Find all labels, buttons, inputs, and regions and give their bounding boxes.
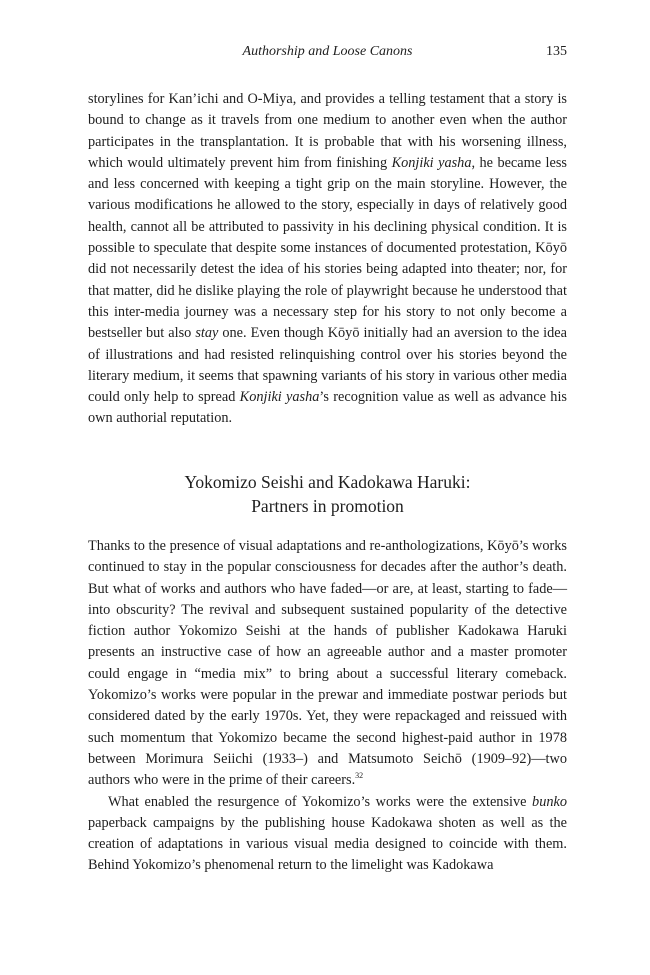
section-heading-line1: Yokomizo Seishi and Kadokawa Haruki: <box>184 472 471 492</box>
page-number: 135 <box>546 44 567 59</box>
section-heading-line2: Partners in promotion <box>251 496 404 516</box>
footnote-marker: 32 <box>355 771 364 781</box>
paragraph-yokomizo-revival: Thanks to the presence of visual adaptations and re-anthologizations, Kōyō’s works continued to stay in the popular consciousness for decades after the author’s death. But what of works and authors who have faded—or are, at least, starting to fade—into obscurity? The revival and subsequent sustained popularity of the detective fiction author Yokomizo Seishi at the hands of publisher Kadokawa Haruki presents an instructive case of how an agreeable author and a master promoter could engage in “media mix” to bring about a successful literary comeback. Yokomizo’s works were popular in the prewar and immediate postwar periods but considered dated by the early 1970s. Yet, they were repackaged and reissued with such momentum that Yokomizo became the second highest-paid author in 1978 between Morimura Seiichi (1933–) and Matsumoto Seichō (1909–92)—two authors who were in the prime of their careers.$^{32}$ <box>88 538 567 789</box>
body-text-top <box>88 89 567 430</box>
italic-term: bunko <box>532 793 567 810</box>
running-title: Authorship and Loose Canons <box>242 44 413 59</box>
paragraph-konjiki-yasha: storylines for Kan’ichi and O-Miya, and provides a telling testament that a story is bound to change as it travels from one medium to another even when the author participates in the transplantation. It is probable that with his worsening illness, which would ultimately prevent him from finishing Konjiki yasha, he became less and less concerned with keeping a tight grip on the main storyline. However, the various modifications he allowed to the story, especially in days of relatively good health, cannot all be attributed to passivity in his declining physical condition. It is possible to speculate that despite some instances of documented protestation, Kōyō did not necessarily detest the idea of his stories being adapted into theater; nor, for that matter, did he dislike playing the role of playwright because he understood that this inter-media journey was a necessary step for his story to not only become a bestseller but also stay one. Even though Kōyō initially had an aversion to the idea of illustrations and had resisted relinquishing control over his stories beyond the literary medium, it seems that spawning variants of his story in various other media could only help to spread Konjiki yasha’s recognition value as well as advance his own authorial reputation. <box>88 91 567 427</box>
italic-title: Konjiki yasha <box>239 389 320 406</box>
italic-title: Konjiki yasha <box>391 154 472 171</box>
section-heading <box>88 470 567 518</box>
body-text-bottom <box>88 536 567 877</box>
paragraph-bunko-campaigns: What enabled the resurgence of Yokomizo’s works were the extensive bunko paperback campaigns by the publishing house Kadokawa shoten as well as the creation of adaptations in various visual media designed to coincide with them. Behind Yokomizo’s phenomenal return to the limelight was Kadokawa <box>88 793 567 874</box>
italic-emphasis: stay <box>195 325 219 342</box>
running-header <box>88 44 567 64</box>
